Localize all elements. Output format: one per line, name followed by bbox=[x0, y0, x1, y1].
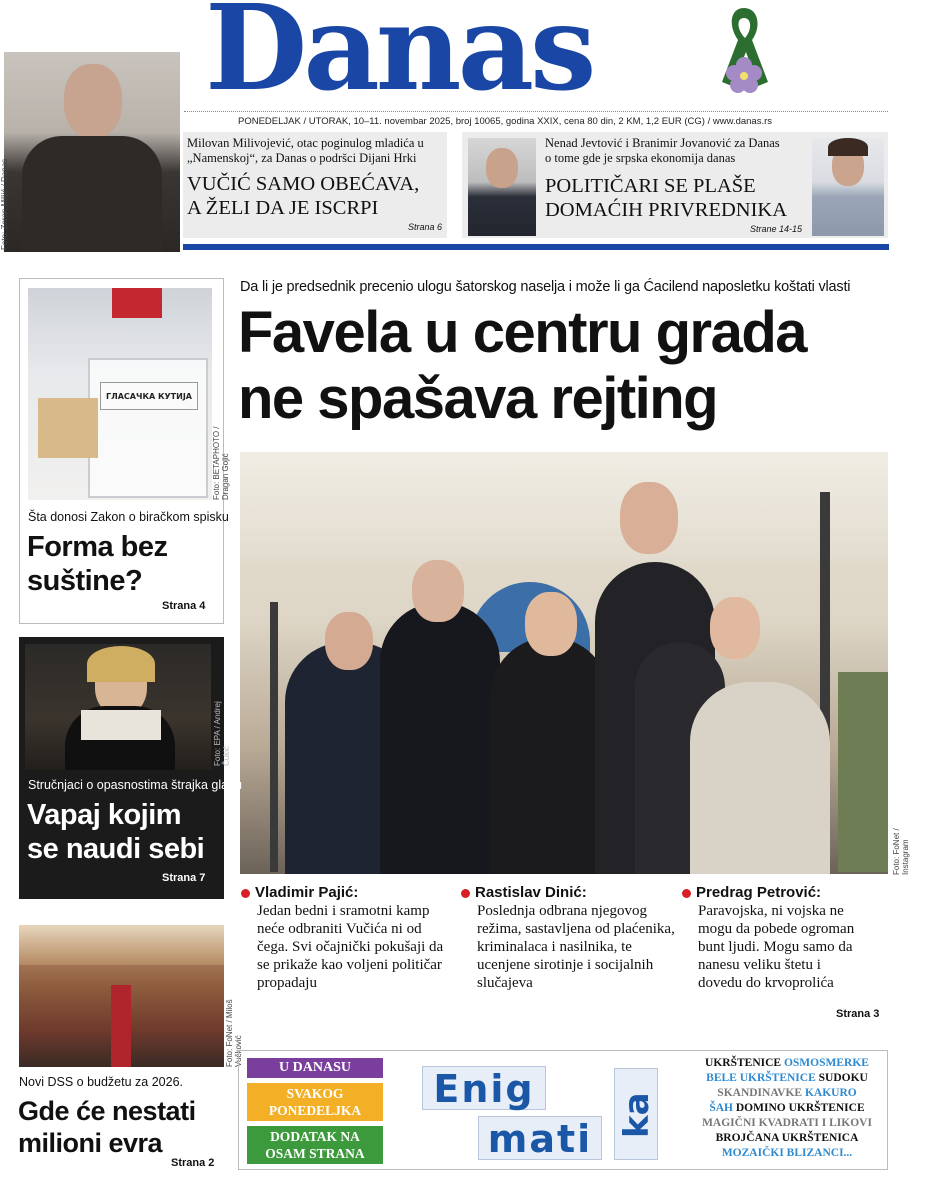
puzzle-row-2: BELE UKRŠTENICE SUDOKU bbox=[706, 1072, 868, 1084]
main-headline-2: ne spašava rejting bbox=[238, 366, 718, 431]
quote-text: Poslednja odbrana njegovog režima, sastavljena od plaćenika, kriminalaca i nasilnika, te ucenjene sirotinje i socijalnih slučajeva bbox=[477, 903, 675, 991]
main-photo[interactable] bbox=[240, 452, 888, 874]
page-ref: Strana 4 bbox=[162, 600, 206, 612]
enigmatika-tile-1: Enig bbox=[422, 1066, 546, 1110]
page-ref: Strane 14-15 bbox=[750, 224, 803, 234]
page-ref: Strana 2 bbox=[171, 1157, 215, 1169]
sidebar-3-kicker: Novi DSS o budžetu za 2026. bbox=[19, 1075, 183, 1089]
promo-today: U DANASU bbox=[247, 1058, 383, 1078]
photo-credit: Foto: BETAPHOTO / Dragan Gojić bbox=[212, 426, 230, 500]
blue-rule bbox=[183, 244, 889, 250]
masthead-info: PONEDELJAK / UTORAK, 10–11. novembar 2025, broj 10065, godina XXIX, cena 80 din, 2 KM, 1,2 EUR (CG) / www.danas.rs bbox=[238, 116, 773, 127]
photo-ballot-box[interactable] bbox=[28, 288, 212, 500]
puzzle-row-6: BROJČANA UKRŠTENICA bbox=[715, 1132, 859, 1144]
top-left-kicker: Milovan Milivojević, otac poginulog mladića u „Namenskoj“, za Danas o podršci Dijani Hrki bbox=[187, 136, 424, 165]
page-ref: Strana 3 bbox=[836, 1008, 880, 1020]
top-left-headline-2: A ŽELI DA JE ISCRPI bbox=[187, 197, 379, 219]
sidebar-3-headline-1: Gde će nestati bbox=[18, 1096, 196, 1126]
puzzle-list bbox=[692, 1056, 882, 1161]
sidebar-3-headline-2: milioni evra bbox=[18, 1128, 163, 1158]
puzzle-row-3: SKANDINAVKE KAKURO bbox=[717, 1087, 857, 1099]
quote-author: Predrag Petrović: bbox=[696, 884, 822, 901]
top-left-headline-1: VUČIĆ SAMO OBEĆAVA, bbox=[187, 173, 420, 195]
page-ref: Strana 6 bbox=[408, 222, 443, 232]
enigmatika-tile-2: mati bbox=[478, 1116, 602, 1160]
quote-1 bbox=[241, 884, 456, 992]
quote-text: Jedan bedni i sramotni kamp neće odbraniti Vučića ni od čega. Svi očajnički pokušaji da se prikaže kao voljeni političar propadaju bbox=[257, 903, 444, 991]
puzzle-row-7: MOZAIČKI BLIZANCI... bbox=[721, 1147, 853, 1159]
puzzle-row-4: ŠAH DOMINO UKRŠTENICE bbox=[709, 1102, 865, 1114]
sidebar-2-kicker: Stručnjaci o opasnostima štrajka glađu bbox=[28, 778, 243, 792]
promo-supplement-line2: OSAM STRANA bbox=[265, 1146, 365, 1161]
quote-2 bbox=[461, 884, 676, 992]
photo-credit: Foto: FoNet / Miloš Vučković bbox=[225, 999, 243, 1067]
puzzle-row-1: UKRŠTENICE OSMOSMERKE bbox=[705, 1057, 869, 1069]
photo-credit: Foto: EPA / Andrej Čukić bbox=[213, 701, 231, 766]
sidebar-1-kicker: Šta donosi Zakon o biračkom spisku bbox=[28, 510, 229, 524]
sidebar-1-headline-2: suštine? bbox=[27, 565, 143, 597]
main-headline-1: Favela u centru grada bbox=[238, 300, 807, 365]
photo-milovan[interactable] bbox=[4, 52, 180, 252]
quote-author: Vladimir Pajić: bbox=[255, 884, 359, 901]
divider bbox=[184, 111, 888, 112]
promo-every-line2: PONEDELJKA bbox=[268, 1103, 362, 1118]
quote-text: Paravojska, ni vojska ne mogu da pobede ogroman bunt ljudi. Mogu samo da nanesu veliku štetu i dovedu do krvoprolića bbox=[698, 903, 855, 991]
main-kicker: Da li je predsednik precenio ulogu šatorskog naselja i može li ga Ćacilend naposletku koštati vlasti bbox=[240, 279, 851, 295]
photo-hunger-strike[interactable] bbox=[25, 644, 211, 770]
promo-every-monday bbox=[247, 1083, 383, 1121]
puzzle-row-5: MAGIČNI KVADRATI I LIKOVI bbox=[702, 1117, 872, 1129]
ballot-box-label: ГЛАСАЧКА КУТИЈА bbox=[100, 382, 198, 410]
photo-nenad[interactable] bbox=[468, 138, 536, 236]
enigmatika-tile-3 bbox=[614, 1068, 658, 1160]
enigmatika-logo[interactable] bbox=[420, 1060, 670, 1165]
sidebar-1-headline-1: Forma bez bbox=[27, 531, 168, 563]
sidebar-2-headline-2: se naudi sebi bbox=[27, 833, 205, 865]
photo-branimir[interactable] bbox=[812, 138, 884, 236]
ribbon-flower-icon bbox=[712, 0, 776, 100]
top-right-headline-1: POLITIČARI SE PLAŠE bbox=[545, 175, 756, 197]
photo-credit: Foto: Zoran Miljić / Danas bbox=[0, 158, 9, 250]
photo-credit: Foto: FoNet / Instagram bbox=[892, 828, 910, 875]
promo-supplement-line1: DODATAK NA bbox=[270, 1129, 360, 1144]
promo-every-line1: SVAKOG bbox=[286, 1086, 344, 1101]
enigmatika-vertical: ka bbox=[617, 1092, 657, 1138]
quote-author: Rastislav Dinić: bbox=[475, 884, 587, 901]
top-right-kicker-1: Nenad Jevtović i Branimir Jovanović za Danas bbox=[545, 136, 780, 150]
page-ref: Strana 7 bbox=[162, 872, 206, 884]
top-right-kicker-2: o tome gde je srpska ekonomija danas bbox=[545, 151, 736, 165]
quote-3 bbox=[682, 884, 882, 992]
masthead-logo[interactable]: Danas bbox=[205, 0, 593, 117]
top-right-headline-2: DOMAĆIH PRIVREDNIKA bbox=[545, 199, 788, 221]
photo-parliament[interactable] bbox=[19, 925, 224, 1067]
promo-supplement bbox=[247, 1126, 383, 1164]
sidebar-2-headline-1: Vapaj kojim bbox=[27, 799, 182, 831]
